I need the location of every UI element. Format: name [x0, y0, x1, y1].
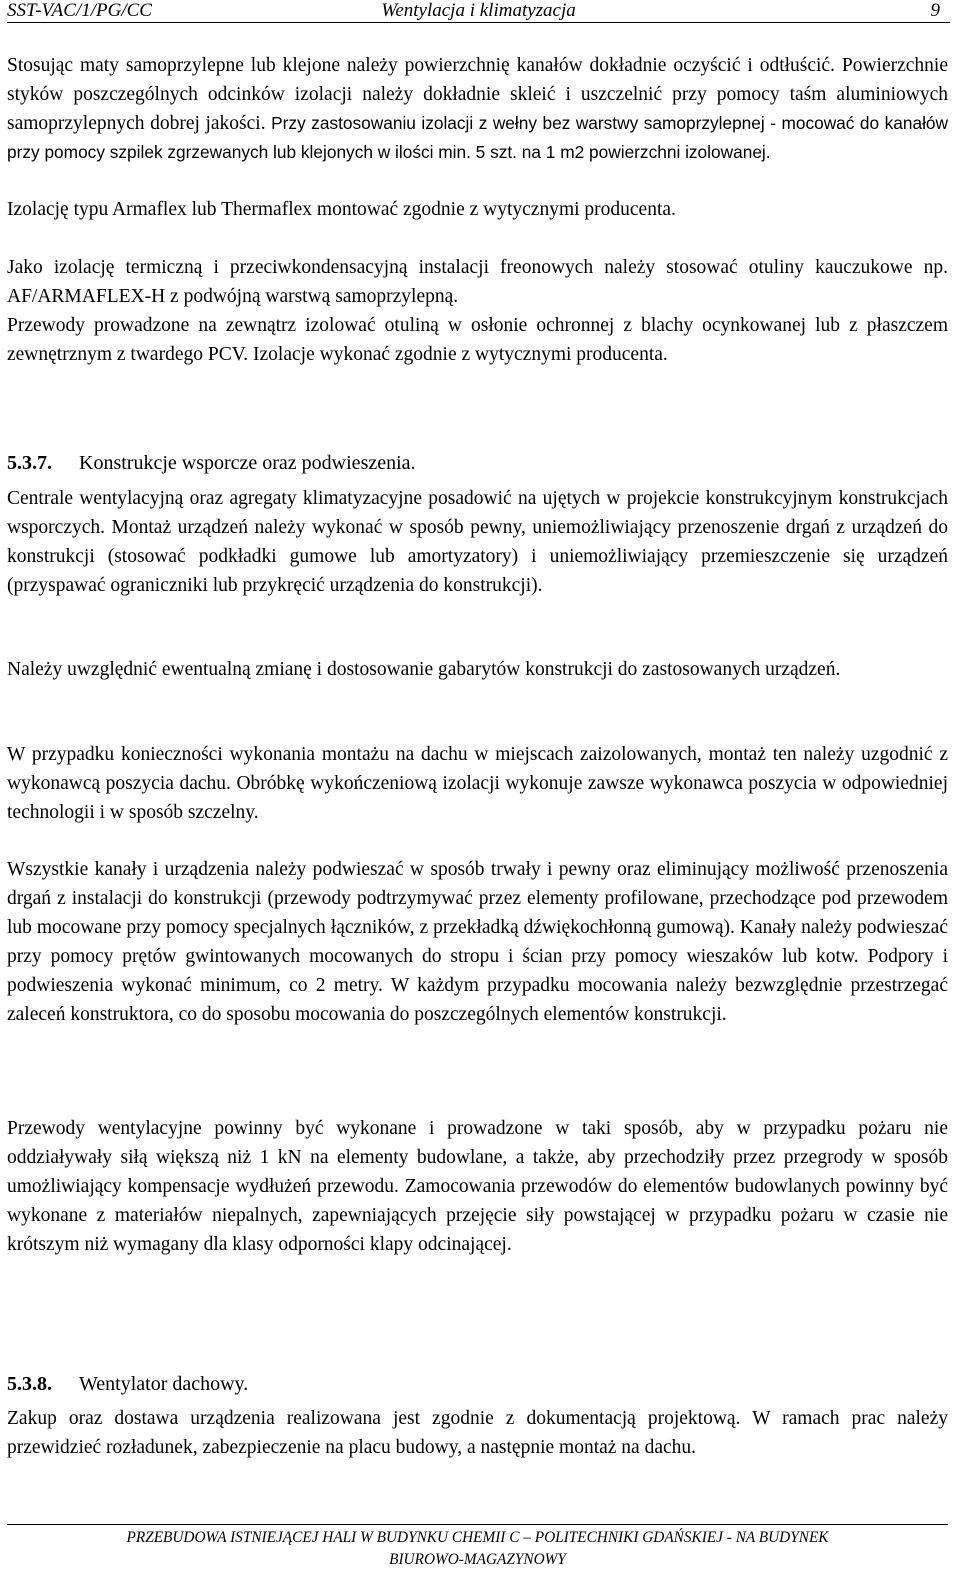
paragraph-insulation-mats	[7, 51, 948, 167]
page-number: 9	[930, 0, 940, 21]
paragraph-support-structures: Centrale wentylacyjną oraz agregaty klimatyzacyjne posadowić na ujętych w projekcie konstrukcyjnym konstrukcjach wsporczych. Montaż urządzeń należy wykonać w sposób pewny, uniemożliwiający przenoszenie drgań z urządzeń do konstrukcji (stosować podkładki gumowe lub amortyzatory) i uniemożliwiający przemieszczenie się urządzeń (przyspawać ograniczniki lub przykręcić urządzenia do konstrukcji).	[7, 488, 948, 596]
page-header	[7, 0, 950, 23]
section-number: 5.3.7.	[7, 452, 52, 474]
section-heading-5-3-7	[7, 449, 416, 478]
section-heading-5-3-8	[7, 1370, 248, 1399]
paragraph-armaflex: Izolację typu Armaflex lub Thermaflex montować zgodnie z wytycznymi producenta.	[7, 199, 676, 220]
section-title: Konstrukcje wsporcze oraz podwieszenia.	[79, 452, 416, 474]
page-footer	[7, 1524, 948, 1571]
paragraph-fire-requirements: Przewody wentylacyjne powinny być wykonane i prowadzone w taki sposób, aby w przypadku pożaru nie oddziaływały siłą większą niż 1 kN na elementy budowlane, a także, aby przechodziły przez przegrody w sposób umożliwiający kompensacje wydłużeń przewodu. Zamocowania przewodów do elementów budowlanych powinny być wykonane z materiałów niepalnych, zapewniających przejęcie siły powstającej w przypadku pożaru w czasie nie krótszym niż wymagany dla klasy odporności klapy odcinającej.	[7, 1118, 948, 1255]
paragraph-suspension: Wszystkie kanały i urządzenia należy podwieszać w sposób trwały i pewny oraz eliminujący możliwość przenoszenia drgań z instalacji do konstrukcji (przewody podtrzymywać przez elementy profilowane, przechodzące pod przewodem lub mocowane przy pomocy specjalnych łączników, z przekładką dźwiękochłonną gumową). Kanały należy podwieszać przy pomocy prętów gwintowanych mocowanych do stropu i ścian przy pomocy wieszaków lub kotw. Podpory i podwieszenia wykonać minimum, co 2 metry. W każdym przypadku mocowania należy bezwzględnie przestrzegać zaleceń konstruktora, co do sposobu mocowania do poszczególnych elementów konstrukcji.	[7, 859, 948, 1025]
footer-project-line-2: BIUROWO-MAGAZYNOWY	[389, 1551, 566, 1568]
paragraph-outdoor-pipes: Przewody prowadzone na zewnątrz izolować otuliną w osłonie ochronnej z blachy ocynkowanej lub z płaszczem zewnętrznym z twardego PCV. Izolacje wykonać zgodnie z wytycznymi producenta.	[7, 315, 948, 365]
paragraph-roof-fan-delivery: Zakup oraz dostawa urządzenia realizowana jest zgodnie z dokumentacją projektową. W ramach prac należy przewidzieć rozładunek, zabezpieczenie na placu budowy, a następnie montaż na dachu.	[7, 1408, 948, 1458]
section-number: 5.3.8.	[7, 1373, 52, 1395]
paragraph-dimensions: Należy uwzględnić ewentualną zmianę i dostosowanie gabarytów konstrukcji do zastosowanych urządzeń.	[7, 659, 841, 680]
section-title: Wentylator dachowy.	[79, 1373, 249, 1395]
paragraph-roof-mounting: W przypadku konieczności wykonania montażu na dachu w miejscach zaizolowanych, montaż ten należy uzgodnić z wykonawcą poszycia dachu. Obróbkę wykończeniową izolacji wykonuje zawsze wykonawca poszycia w odpowiedniej technologii i w sposób szczelny.	[7, 744, 948, 823]
paragraph-wool-insulation-text: Przy zastosowaniu izolacji z wełny bez warstwy samoprzylepnej - mocować do kanałów przy pomocy szpilek zgrzewanych lub klejonych w ilości min. 5 szt. na 1 m2 powierzchni izolowanej.	[7, 113, 949, 162]
footer-project-line-1: PRZEBUDOWA ISTNIEJĄCEJ HALI W BUDYNKU CHEMII C – POLITECHNIKI GDAŃSKIEJ - NA BUDYNEK	[126, 1529, 829, 1546]
document-code: SST-VAC/1/PG/CC	[7, 0, 152, 21]
header-title: Wentylacja i klimatyzacja	[381, 0, 576, 21]
paragraph-insulation-mats-text: Stosując maty samoprzylepne lub klejone należy powierzchnię kanałów dokładnie oczyścić i odtłuścić. Powierzchnie styków poszczególnych odcinków izolacji należy dokładnie skleić i uszczelnić przy pomocy taśm aluminiowych samoprzylepnych dobrej jakości.	[7, 55, 948, 134]
paragraph-freon-insulation: Jako izolację termiczną i przeciwkondensacyjną instalacji freonowych należy stosować otuliny kauczukowe np. AF/ARMAFLEX-H z podwójną warstwą samoprzylepną.	[7, 257, 948, 307]
